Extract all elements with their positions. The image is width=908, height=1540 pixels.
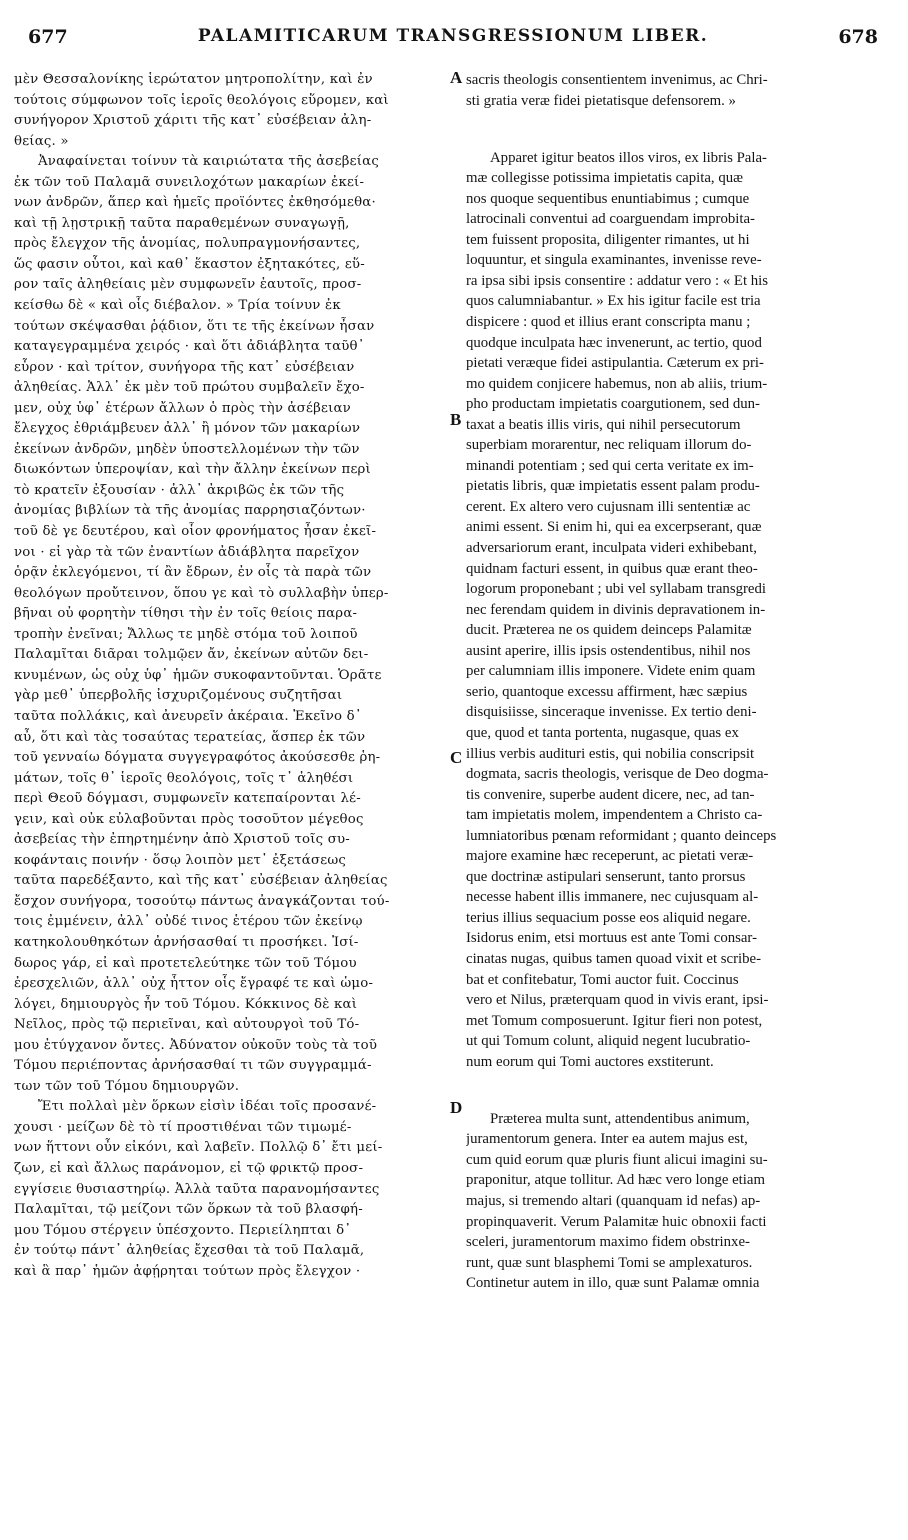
latin-text-line: ausint aperire, illis ipsis ostendentibus, nihil nos [466,642,751,659]
margin-marker-b: B [450,410,462,429]
margin-marker-d: D [450,1098,463,1117]
latin-text-line: praponitur, atque tollitur. Ad hæc vero longe etiam [466,1172,765,1189]
greek-text-line: εὗρον · καὶ τρίτον, συνήγορα τῆς κατ᾽ εὐσέβειαν [14,359,355,375]
left-page-number: 677 [28,26,68,48]
greek-text-line: βῆναι οὐ φορητὴν τίθησι τὴν ἐν τοῖς θείοις παρα- [14,606,358,622]
greek-text-line: καὶ τῇ λῃστρικῇ ταῦτα παραθεμένων συναγωγῇ, [14,215,350,231]
greek-text-line: ἐκείνων ἀνδρῶν, μηδὲν ὑποστελλομένων τὴν τῶν [14,441,360,457]
latin-text-line: Præterea multa sunt, attendentibus animum, [490,1110,750,1127]
latin-text-line: sacris theologis consentientem invenimus, ac Chri- [466,72,768,88]
greek-text-line: Παλαμῖται, τῷ μείζονι τῶν ὅρκων τὰ τοῦ βλασφή- [14,1202,363,1218]
latin-text-line: lumniatoribus pœnam reformidant ; quanto deinceps [466,827,777,844]
greek-text-line: καταγεγραμμένα χειρός · καὶ ὅτι ἀδιάβλητα ταῦθ᾽ [14,339,365,355]
greek-text-line: νων ἥττονι οὖν εἰκόνι, καὶ λαβεῖν. Πολλῷ δ᾽ ἔτι μεί- [14,1140,383,1156]
latin-text-line: quodque inculpata hæc invenerunt, ac tertio, quod [466,334,762,351]
latin-text-line: met Tomum composuerunt. Igitur fieri non potest, [466,1012,763,1029]
latin-text-line: tis convenire, superbe audent dicere, nec, ad tan- [466,786,755,803]
latin-text-line: que, quod et tanta portenta, nugasque, quas ex [466,724,739,741]
greek-text-line: ὁρᾷν ἐκλεγόμενοι, τί ἂν ἔδρων, ἐν οἷς τὰ παρὰ τῶν [14,565,372,581]
greek-text-line: ἀνομίας βιβλίων τὰ τῆς ἀνομίας παρρησιαζόντων· [14,503,366,519]
greek-text-line: καὶ ἃ παρ᾽ ἡμῶν ἀφῄρηται τούτων πρὸς ἔλεγχον · [14,1263,361,1279]
greek-text-line: λόγει, δημιουργὸς ἦν τοῦ Τόμου. Κόκκινος δὲ καὶ [14,996,358,1012]
paragraph-gap [466,132,886,148]
latin-text-line: quos calumniabantur. » Ex his igitur facile est tria [466,293,761,310]
greek-text-line: θείας. » [14,133,69,149]
latin-text-line: runt, quæ sunt blasphemi Tomi se amplexaturos. [466,1254,753,1271]
latin-text-line: pho productam impietatis coargutionem, sed dun- [466,396,760,413]
greek-text-line: περὶ Θεοῦ δόγμασι, συμφωνεῖν κατεπαίρονται λέ- [14,791,361,807]
latin-text-line: per calumniam illis imponere. Videte enim quam [466,663,756,680]
latin-text-line: illius verbis audituri estis, qui nobilia conscripsit [466,745,755,762]
page-header [28,12,878,46]
latin-text-line: cinatas nugas, quibus tamen quoad vixit et scribe- [466,950,762,967]
greek-text-line: των τῶν τοῦ Τόμου δημιουργῶν. [14,1078,240,1094]
greek-text-line: θεολόγων προὔτεινον, ὅπου γε καὶ τὸ συλλαβὴν ὑπερ- [14,585,389,601]
latin-text-line: num eorum qui Tomi auctores exstiterunt. [466,1053,714,1070]
latin-text-line: loquuntur, et singula examinantes, invenisse reve- [466,252,762,269]
greek-text-line: ἐκ τῶν τοῦ Παλαμᾶ συνειλοχότων μακαρίων ἐκεί- [14,174,365,190]
latin-text-line: dogmata, sacris theologis, verisque de Deo dogma- [466,766,769,783]
greek-text-line: ζων, εἰ καὶ ἄλλως παράνομον, εἰ τῷ φρικτῷ προσ- [14,1160,364,1176]
greek-text-line: μου ἐτύγχανον ὄντες. Ἀδύνατον οὐκοῦν τοὺς τὰ τοῦ [14,1037,378,1053]
latin-text-line: vero et Nilus, præterquam quod in vivis erant, ipsi- [466,992,769,1009]
running-title: PALAMITICARUM TRANSGRESSIONUM LIBER. [197,26,709,46]
latin-text-line: taxat a beatis illis viris, qui nihil persecutorum [466,416,741,433]
latin-text-line: animi essent. Si enim hi, qui ea excerpserant, quæ [466,519,762,536]
latin-text-line: juramentorum genera. Inter ea autem majus est, [466,1131,748,1148]
greek-text-line: μάτων, τοῖς θ᾽ ἱεροῖς θεολόγοις, τοῖς τ᾽ ἀληθέσι [14,770,354,786]
latin-text-line: sti gratia veræ fidei pietatisque defensorem. » [466,92,736,109]
paragraph-gap [466,1072,886,1093]
greek-text-line: ἐρεσχελιῶν, ἀλλ᾽ οὐχ ἧττον οἷς ἔγραφέ τε καὶ ὡμο- [14,976,374,992]
latin-text-line: Continetur autem in illo, quæ sunt Palamæ omnia [466,1275,760,1292]
paragraph-gap [466,1093,886,1109]
latin-text-line: tem fuissent proposita, diligenter rimantes, ut hi [466,231,750,248]
greek-text-line: αὖ, ὅτι καὶ τὰς τοσαύτας τερατείας, ἅσπερ ἐκ τῶν [14,729,366,745]
greek-text-line: νοι · εἰ γὰρ τὰ τῶν ἐναντίων ἀδιάβλητα παρεῖχον [14,544,360,560]
greek-text-line: πρὸς ἔλεγχον τῆς ἀνομίας, πολυπραγμονήσαντες, [14,236,361,252]
greek-text-line: μου Τόμου στέργειν ὑπέσχοντο. Περιείληπται δ᾽ [14,1222,352,1238]
latin-text-line: latrocinali conventui ad coarguendam improbita- [466,211,755,228]
greek-text-line: ἔσχον συνήγορα, τοσούτῳ πάντως ἀναγκάζονται τού- [14,893,390,909]
latin-text-line: bat et confitebatur, Tomi auctor fuit. Coccinus [466,971,739,988]
latin-text-line: majus, si tremendo altari (quanquam id nefas) ap- [466,1192,761,1209]
greek-text-line: Τόμου περιέποντας ἀρνήσασθαί τι τῶν συγγραμμά- [14,1058,372,1074]
latin-text-line: minandi potentiam ; sed qui certa veritate ex im- [466,457,754,474]
greek-text-line: κοφάνταις ποινήν · ὅσῳ λοιπὸν μετ᾽ ἐξετάσεως [14,852,347,868]
greek-text-line: γὰρ μεθ᾽ ὑπερβολῆς ἰσχυριζομένους συζητῆσαι [14,688,343,704]
latin-text-line: ut qui Tomum colunt, aliquid negent lucubratio- [466,1033,751,1050]
latin-text-line: nos quoque sequentibus enuntiabimus ; cumque [466,190,750,207]
greek-text-line: ἀσεβείας τὴν ἐπηρτημένην ἀπὸ Χριστοῦ τοῖς συ- [14,832,350,848]
greek-text-line: ἔλεγχος ἐθριάμβευεν ἀλλ᾽ ἢ μόνον τῶν μακαρίων [14,421,361,437]
greek-text-line: εγγίσειε θυσιαστηρίῳ. Ἀλλὰ ταῦτα παρανομήσαντες [14,1181,380,1197]
latin-text-line: terius illius sequacium posse eos aliquid negare. [466,909,751,926]
latin-text-line: Apparet igitur beatos illos viros, ex libris Pala- [490,149,767,166]
greek-text-line: τὸ κρατεῖν ἐξουσίαν · ἀλλ᾽ ἀκριβῶς ἐκ τῶν τῆς [14,482,345,498]
latin-text-line: cerent. Ex altero vero cujusnam illi sententiæ ac [466,498,751,515]
greek-text-line: συνήγορον Χριστοῦ χάριτι τῆς κατ᾽ εὐσέβειαν ἀλη- [14,113,372,129]
greek-text-line: μεν, οὐχ ὑφ᾽ ἑτέρων ἄλλων ὁ πρὸς τὴν ἀσέβειαν [14,400,351,416]
greek-text-line: γειν, καὶ οὐκ εὐλαβοῦνται πρὸς τοσοῦτον μέγεθος [14,811,364,827]
latin-text-line: tam impietatis molem, impendentem a Christo ca- [466,807,763,824]
greek-text-line: κατηκολουθηκότων ἀρνήσασθαί τι προσήκει. Ἰσί- [14,934,359,950]
greek-text-line: τούτων σκέψασθαι ῥᾴδιον, ὅτι τε τῆς ἐκείνων ἦσαν [14,318,375,334]
greek-text-line: Ἔτι πολλαὶ μὲν ὅρκων εἰσὶν ἰδέαι τοῖς προσανέ- [38,1099,377,1115]
greek-text-line: νων ἀνδρῶν, ἅπερ καὶ ἡμεῖς προϊόντες ἐκθησόμεθα· [14,195,376,211]
latin-text-line: pietati veræque fidei astipulantia. Cæterum ex pri- [466,355,764,372]
greek-text-line: τροπὴν ἐνεῖναι; Ἄλλως τε μηδὲ στόμα τοῦ λοιποῦ [14,626,358,642]
margin-marker-a: A [450,68,463,87]
latin-text-line: dispicere : quod et illius erant conscripta manu ; [466,314,751,331]
greek-text-line: Ἀναφαίνεται τοίνυν τὰ καιριώτατα τῆς ἀσεβείας [38,154,379,170]
greek-text-column [14,70,450,1282]
latin-text-line: superbiam morarentur, nec reliquam illorum do- [466,437,752,454]
greek-text-line: τούτοις σύμφωνον τοῖς ἱεροῖς θεολόγοις εὕρομεν, καὶ [14,92,389,108]
greek-text-line: ταῦτα παρεδέξαντο, καὶ τῆς κατ᾽ εὐσέβειαν ἀληθείας [14,873,388,889]
latin-text-line: propinquaverit. Verum Palamitæ huic obnoxii facti [466,1213,767,1230]
latin-text-line: cum quid eorum quæ pluris fiunt alicui imagini su- [466,1151,768,1168]
latin-text-line: serio, quantoque excessu affirment, hæc sæpius [466,683,748,700]
latin-text-line: que doctrinæ astipulari senserunt, tanto prorsus [466,868,746,885]
greek-text-line: ἀληθείας. Ἀλλ᾽ ἐκ μὲν τοῦ πρώτου συμβαλεῖν ἔχο- [14,380,365,396]
greek-text-line: ταῦτα πολλάκις, καὶ ἀνευρεῖν ἀκέραια. Ἐκεῖνο δ᾽ [14,708,362,724]
greek-text-line: κνυμένων, ὡς οὐχ ὑφ᾽ ἡμῶν συκοφαντοῦνται. Ὁρᾶτε [14,667,382,683]
latin-text-line: mæ collegisse potissima impietatis capita, quæ [466,170,743,187]
latin-text-line: majore examine hæc receperunt, ac pietati veræ- [466,848,754,865]
latin-text-line: pietatis libris, quæ impietatis essent palam produ- [466,478,760,495]
greek-text-line: τοις ἐμμένειν, ἀλλ᾽ οὐδέ τινος ἑτέρου τῶν ἐκείνῳ [14,914,363,930]
latin-text-line: ducit. Præterea ne os quidem deinceps Palamitæ [466,622,752,639]
greek-text-line: τοῦ δὲ γε δευτέρου, καὶ οἷον φρονήματος ἦσαν ἐκεῖ- [14,524,377,540]
latin-text-line: necesse habent illis immanere, nec cujusquam al- [466,889,759,906]
greek-text-line: Παλαμῖται διᾶραι τολμῷεν ἄν, ἐκείνων αὐτῶν δει- [14,647,369,663]
latin-text-line: Isidorus enim, etsi mortuus est ante Tomi consar- [466,930,757,947]
latin-text-line: sceleri, juramentorum maximo fidem obstrinxe- [466,1234,750,1251]
latin-text-line: ra ipsa sibi ipsis consentire : addatur vero : « Et his [466,272,769,289]
greek-text-line: ἐν τούτῳ πάντ᾽ ἀληθείας ἔχεσθαι τὰ τοῦ Παλαμᾶ, [14,1243,365,1259]
greek-text-line: ρον ταῖς ἀληθείαις μὲν συμφωνεῖν ἑαυτοῖς, προσ- [14,277,362,293]
greek-text-line: κείσθω δὲ « καὶ οἷς διέβαλον. » Τρία τοίνυν ἐκ [14,298,341,314]
latin-text-line: mo quidem conjicere habemus, non ab aliis, trium- [466,375,768,392]
greek-text-line: Νεῖλος, πρὸς τῷ περιεῖναι, καὶ αὐτουργοὶ τοῦ Τό- [14,1017,360,1033]
greek-text-line: μὲν Θεσσαλονίκης ἱερώτατον μητροπολίτην, καὶ ἐν [14,72,373,87]
right-page-number: 678 [838,26,878,48]
greek-text-line: χουσι · μείζων δὲ τὸ τί προστιθέναι τῶν τιμωμέ- [14,1119,352,1135]
latin-text-line: disquisiisse, sinceraque invenisse. Ex tertio deni- [466,704,757,721]
latin-text-line: nec ferendam quidem in divinis depravationem in- [466,601,766,618]
paragraph-gap [466,111,886,132]
greek-text-line: τοῦ γενναίω δόγματα συγγεγραφότος ἀκούσεσθε ῥη- [14,750,381,766]
latin-text-line: logorum proponebant ; ubi vel syllabam transgredi [466,581,766,598]
greek-text-line: δωρος γάρ, εἰ καὶ προτετελεύτηκε τῶν τοῦ Τόμου [14,955,357,971]
latin-text-line: quidnam facturi essent, in quibus quæ erant theo- [466,560,758,577]
latin-text-column [466,70,886,1294]
margin-marker-c: C [450,748,463,767]
latin-text-line: adversariorum erant, inculpata videri exhibebant, [466,540,757,557]
greek-text-line: διωκόντων ὑπεροψίαν, καὶ τὴν ἄλλην ἐκείνων περὶ [14,462,371,478]
greek-text-line: ὥς φασιν οὗτοι, καὶ καθ᾽ ἕκαστον ἐξητακότες, εὕ- [14,256,365,272]
